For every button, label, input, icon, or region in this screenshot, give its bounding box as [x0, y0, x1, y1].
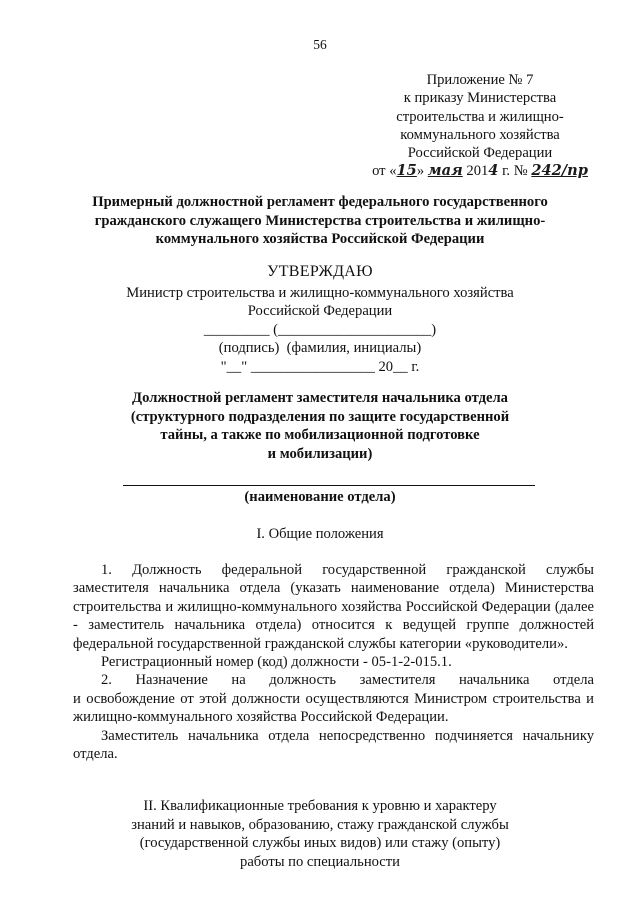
word: 1. — [101, 562, 112, 578]
date-prefix: от « — [372, 163, 397, 180]
doc-title-line: Должностной регламент заместителя начальника отдела — [132, 390, 508, 406]
appendix-ministry-line2: коммунального хозяйства — [400, 126, 560, 143]
doc-title-line: и мобилизации) — [267, 445, 373, 462]
page-number: 56 — [313, 37, 327, 52]
date-quote-close: » — [416, 163, 425, 180]
appendix-block — [330, 71, 630, 181]
body-text — [73, 561, 594, 763]
department-name-rule — [123, 485, 535, 486]
date-month: мая — [427, 162, 463, 180]
paragraph-1-rest: заместителя начальника отдела (указать наименование отдела) Министерства строительства и жилищно-коммунального хозяйства Российской Федерации (далее - заместитель начальника отдела) относится к ведущей группе должностей федеральной государственной гражданской службы категории «руководители». — [73, 580, 594, 652]
main-title: Примерный должностной регламент федерального государственного гражданского служащего Министерства строительства и жилищно-коммунального хозяйства Российской Федерации — [92, 194, 548, 248]
word: должность — [269, 672, 337, 689]
appendix-ministry-line3: Российской Федерации — [407, 145, 553, 162]
word: службы — [545, 562, 594, 578]
approve-federation: Российской Федерации — [247, 303, 393, 320]
section2-line: знаний и навыков, образованию, стажу гражданской службы — [131, 816, 509, 833]
section2-line: работы по специальности — [240, 853, 400, 870]
appendix-order-ref: к приказу Министерства — [403, 90, 557, 107]
document-title — [60, 389, 580, 463]
order-number: 242/пр — [531, 162, 588, 180]
section-heading-general: I. Общие положения — [256, 526, 384, 542]
word: Должность — [132, 562, 202, 578]
paragraph-2-first-line — [73, 671, 594, 689]
date-year-suffix: г. № — [502, 163, 528, 180]
approve-minister: Министр строительства и жилищно-коммунального хозяйства — [126, 284, 514, 301]
appendix-date-line — [330, 162, 630, 180]
word: федеральной — [221, 562, 303, 578]
section-heading-qualifications — [60, 797, 580, 871]
paragraph-1-first-line — [73, 561, 594, 579]
registration-number: Регистрационный номер (код) должности - 05-1-2-015.1. — [101, 654, 452, 671]
section2-line: II. Квалификационные требования к уровню и характеру — [143, 798, 497, 814]
word: на — [231, 672, 246, 689]
word: Назначение — [135, 672, 208, 689]
doc-title-line: (структурного подразделения по защите государственной — [130, 408, 510, 425]
word: начальника — [458, 672, 530, 689]
date-year-prefix: 201 — [466, 163, 489, 180]
paragraph-3: Заместитель начальника отдела непосредственно подчиняется начальнику отдела. — [73, 727, 594, 763]
word: государственной — [322, 562, 427, 578]
word: гражданской — [446, 562, 526, 578]
word: заместителя — [359, 672, 436, 689]
doc-title-line: тайны, а также по мобилизационной подготовке — [160, 427, 480, 444]
date-day: 15 — [396, 162, 417, 180]
approve-heading: УТВЕРЖДАЮ — [267, 263, 373, 280]
appendix-title: Приложение № 7 — [426, 72, 534, 88]
signature-caption: (подпись) (фамилия, инициалы) — [218, 340, 422, 357]
signature-line: _________ (_____________________) — [203, 321, 437, 338]
department-name-label: (наименование отдела) — [244, 489, 396, 505]
approval-date-line: "__" _________________ 20__ г. — [220, 358, 420, 375]
approval-block — [60, 263, 580, 377]
paragraph-2-rest: и освобождение от этой должности осуществляются Министром строительства и жилищно-коммунального хозяйства Российской Федерации. — [73, 690, 594, 726]
word: отдела — [553, 672, 594, 689]
date-year-digit: 4 — [488, 162, 499, 180]
word: 2. — [101, 672, 112, 689]
appendix-ministry-line1: строительства и жилищно- — [396, 108, 564, 125]
section2-line: (государственной службы иных видов) или стажу (опыту) — [139, 835, 501, 852]
